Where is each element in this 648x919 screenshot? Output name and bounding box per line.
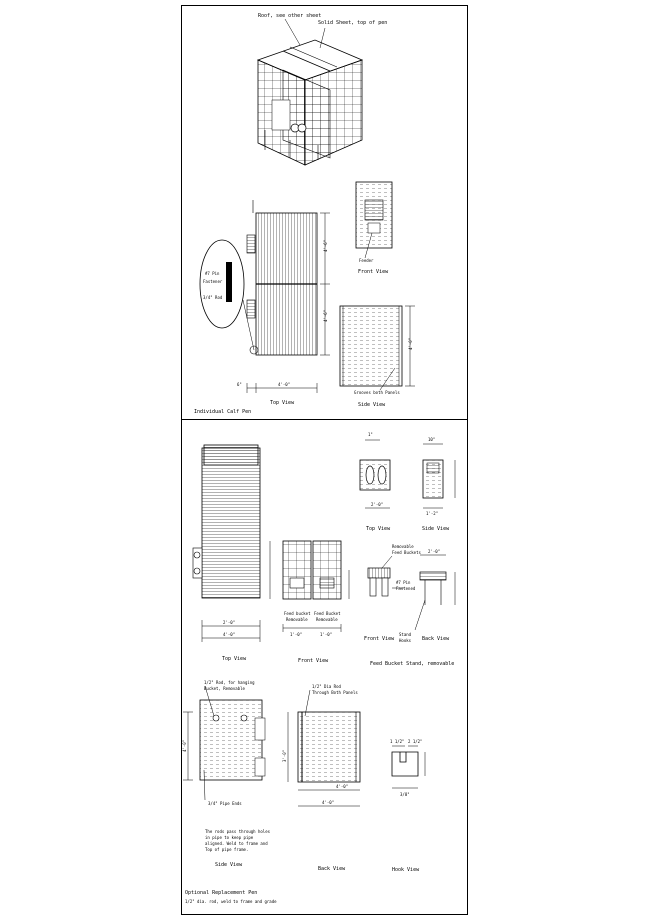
repl-top-view-label: Top View [222, 656, 247, 662]
isometric-pen-drawing [258, 13, 387, 165]
hook-dim-1: 1 1/2" [390, 739, 405, 744]
bucket-pin-callout: #7 Pin [396, 580, 411, 585]
bucket-stand-front-back-view [364, 544, 455, 667]
hook-view-label: Hook View [392, 867, 420, 873]
bucket-top-view-label: Top View [366, 526, 391, 532]
bucket-stand-callout: Stand [399, 632, 412, 637]
pen-side-rod-callout: 1/2" Rod, for hanging [204, 680, 255, 685]
top-view-dim-2: 4'-6" [323, 309, 328, 322]
individual-pen-front-view [356, 182, 392, 275]
section-note: 1/2" dia. rod, weld to frame and grade [185, 899, 277, 904]
repl-front-dim-1: 1'-0" [290, 632, 303, 637]
individual-calf-pen-section [194, 13, 415, 415]
repl-front-view-label: Front View [298, 658, 329, 664]
front-left-callout: Feed bucket [284, 611, 311, 616]
top-view-dim-small: 6" [237, 382, 242, 387]
section-title-replacement-pen: Optional Replacement Pen [185, 890, 258, 896]
section-title-individual-pen: Individual Calf Pen [194, 409, 252, 415]
pen-back-dim-h: 3'-0" [282, 749, 287, 762]
top-view-label: Top View [270, 400, 295, 406]
front-left-callout-2: Removable [286, 617, 308, 622]
pen-back-rod-callout: 1/2" Dia Rod [312, 684, 341, 689]
replacement-pen-side-view [182, 680, 271, 868]
pen-side-pipe-callout: 3/4" Pipe Ends [208, 801, 242, 806]
top-view-dim-width: 4'-0" [278, 382, 291, 387]
side-groove-callout: Grooves both Panels [354, 390, 400, 395]
side-view-label: Side View [358, 402, 386, 408]
pen-side-rod-callout-2: Bucket, Removable [204, 686, 245, 691]
pen-side-dim-h: 4'-0" [182, 739, 187, 752]
repl-top-dim-2: 4'-0" [223, 632, 236, 637]
bucket-top-dim-w: 2'-0" [371, 502, 384, 507]
bucket-side-dim-b: 1'-2" [426, 511, 439, 516]
pen-back-view-label: Back View [318, 866, 346, 872]
pen-back-dim-w2: 4'-0" [322, 800, 335, 805]
bucket-feed-callout-2: Feed Buckets [392, 550, 421, 555]
replacement-pen-top-view [193, 445, 260, 662]
pen-note-2: in pipe to keep pipe [205, 835, 254, 840]
bucket-side-view-label: Side View [422, 526, 450, 532]
front-right-callout-2: Removable [316, 617, 338, 622]
front-feeder-callout: Feeder [359, 258, 374, 263]
top-view-dim-1: 4'-6" [323, 239, 328, 252]
bucket-stand-side-view [422, 437, 455, 532]
bucket-stand-callout-2: Hooks [399, 638, 412, 643]
bucket-pin-callout-2: Fastened [396, 586, 416, 591]
bucket-back-view-label: Back View [422, 636, 450, 642]
side-view-dim-height: 4'-0" [408, 337, 413, 350]
detail-fastener-callout: Fastener [203, 279, 223, 284]
hook-dim-2: 2 1/2" [408, 739, 423, 744]
repl-top-dim-1: 2'-0" [223, 620, 236, 625]
front-right-callout: Feed Bucket [314, 611, 341, 616]
hook-dim-3: 3/8" [400, 792, 410, 797]
replacement-pen-front-view [270, 541, 349, 664]
pen-back-rod-callout-2: Through Both Panels [312, 690, 358, 695]
individual-pen-side-view [340, 306, 415, 408]
bucket-side-dim-w: 10" [428, 437, 436, 442]
pen-note-3: aligned. Weld to frame and [205, 841, 268, 846]
pen-note-1: The rods pass through holes [205, 829, 271, 834]
repl-front-dim-2: 1'-0" [320, 632, 333, 637]
hook-view [390, 739, 425, 873]
bucket-top-dim-small: 1" [368, 432, 373, 437]
detail-rod-callout: 3/4" Rod [203, 295, 223, 300]
bucket-stand-top-view [360, 432, 391, 532]
front-view-label: Front View [358, 269, 389, 275]
bucket-front-view-label: Front View [364, 636, 395, 642]
pen-note-4: Top of pipe frame. [205, 847, 249, 852]
replacement-pen-back-view [282, 684, 360, 872]
bucket-stand-title: Feed Bucket Stand, removable [370, 661, 455, 667]
individual-pen-top-view [200, 200, 330, 406]
bucket-back-dim-w: 2'-0" [428, 549, 441, 554]
pen-back-dim-w1: 4'-0" [336, 784, 349, 789]
pen-side-view-label: Side View [215, 862, 243, 868]
replacement-pen-section [182, 432, 455, 904]
iso-roof-callout: Roof, see other sheet [258, 13, 322, 19]
bucket-feed-callout: Removable [392, 544, 414, 549]
detail-pin-callout: #7 Pin [205, 271, 220, 276]
iso-partition-callout: Solid Sheet, top of pen [318, 20, 388, 26]
